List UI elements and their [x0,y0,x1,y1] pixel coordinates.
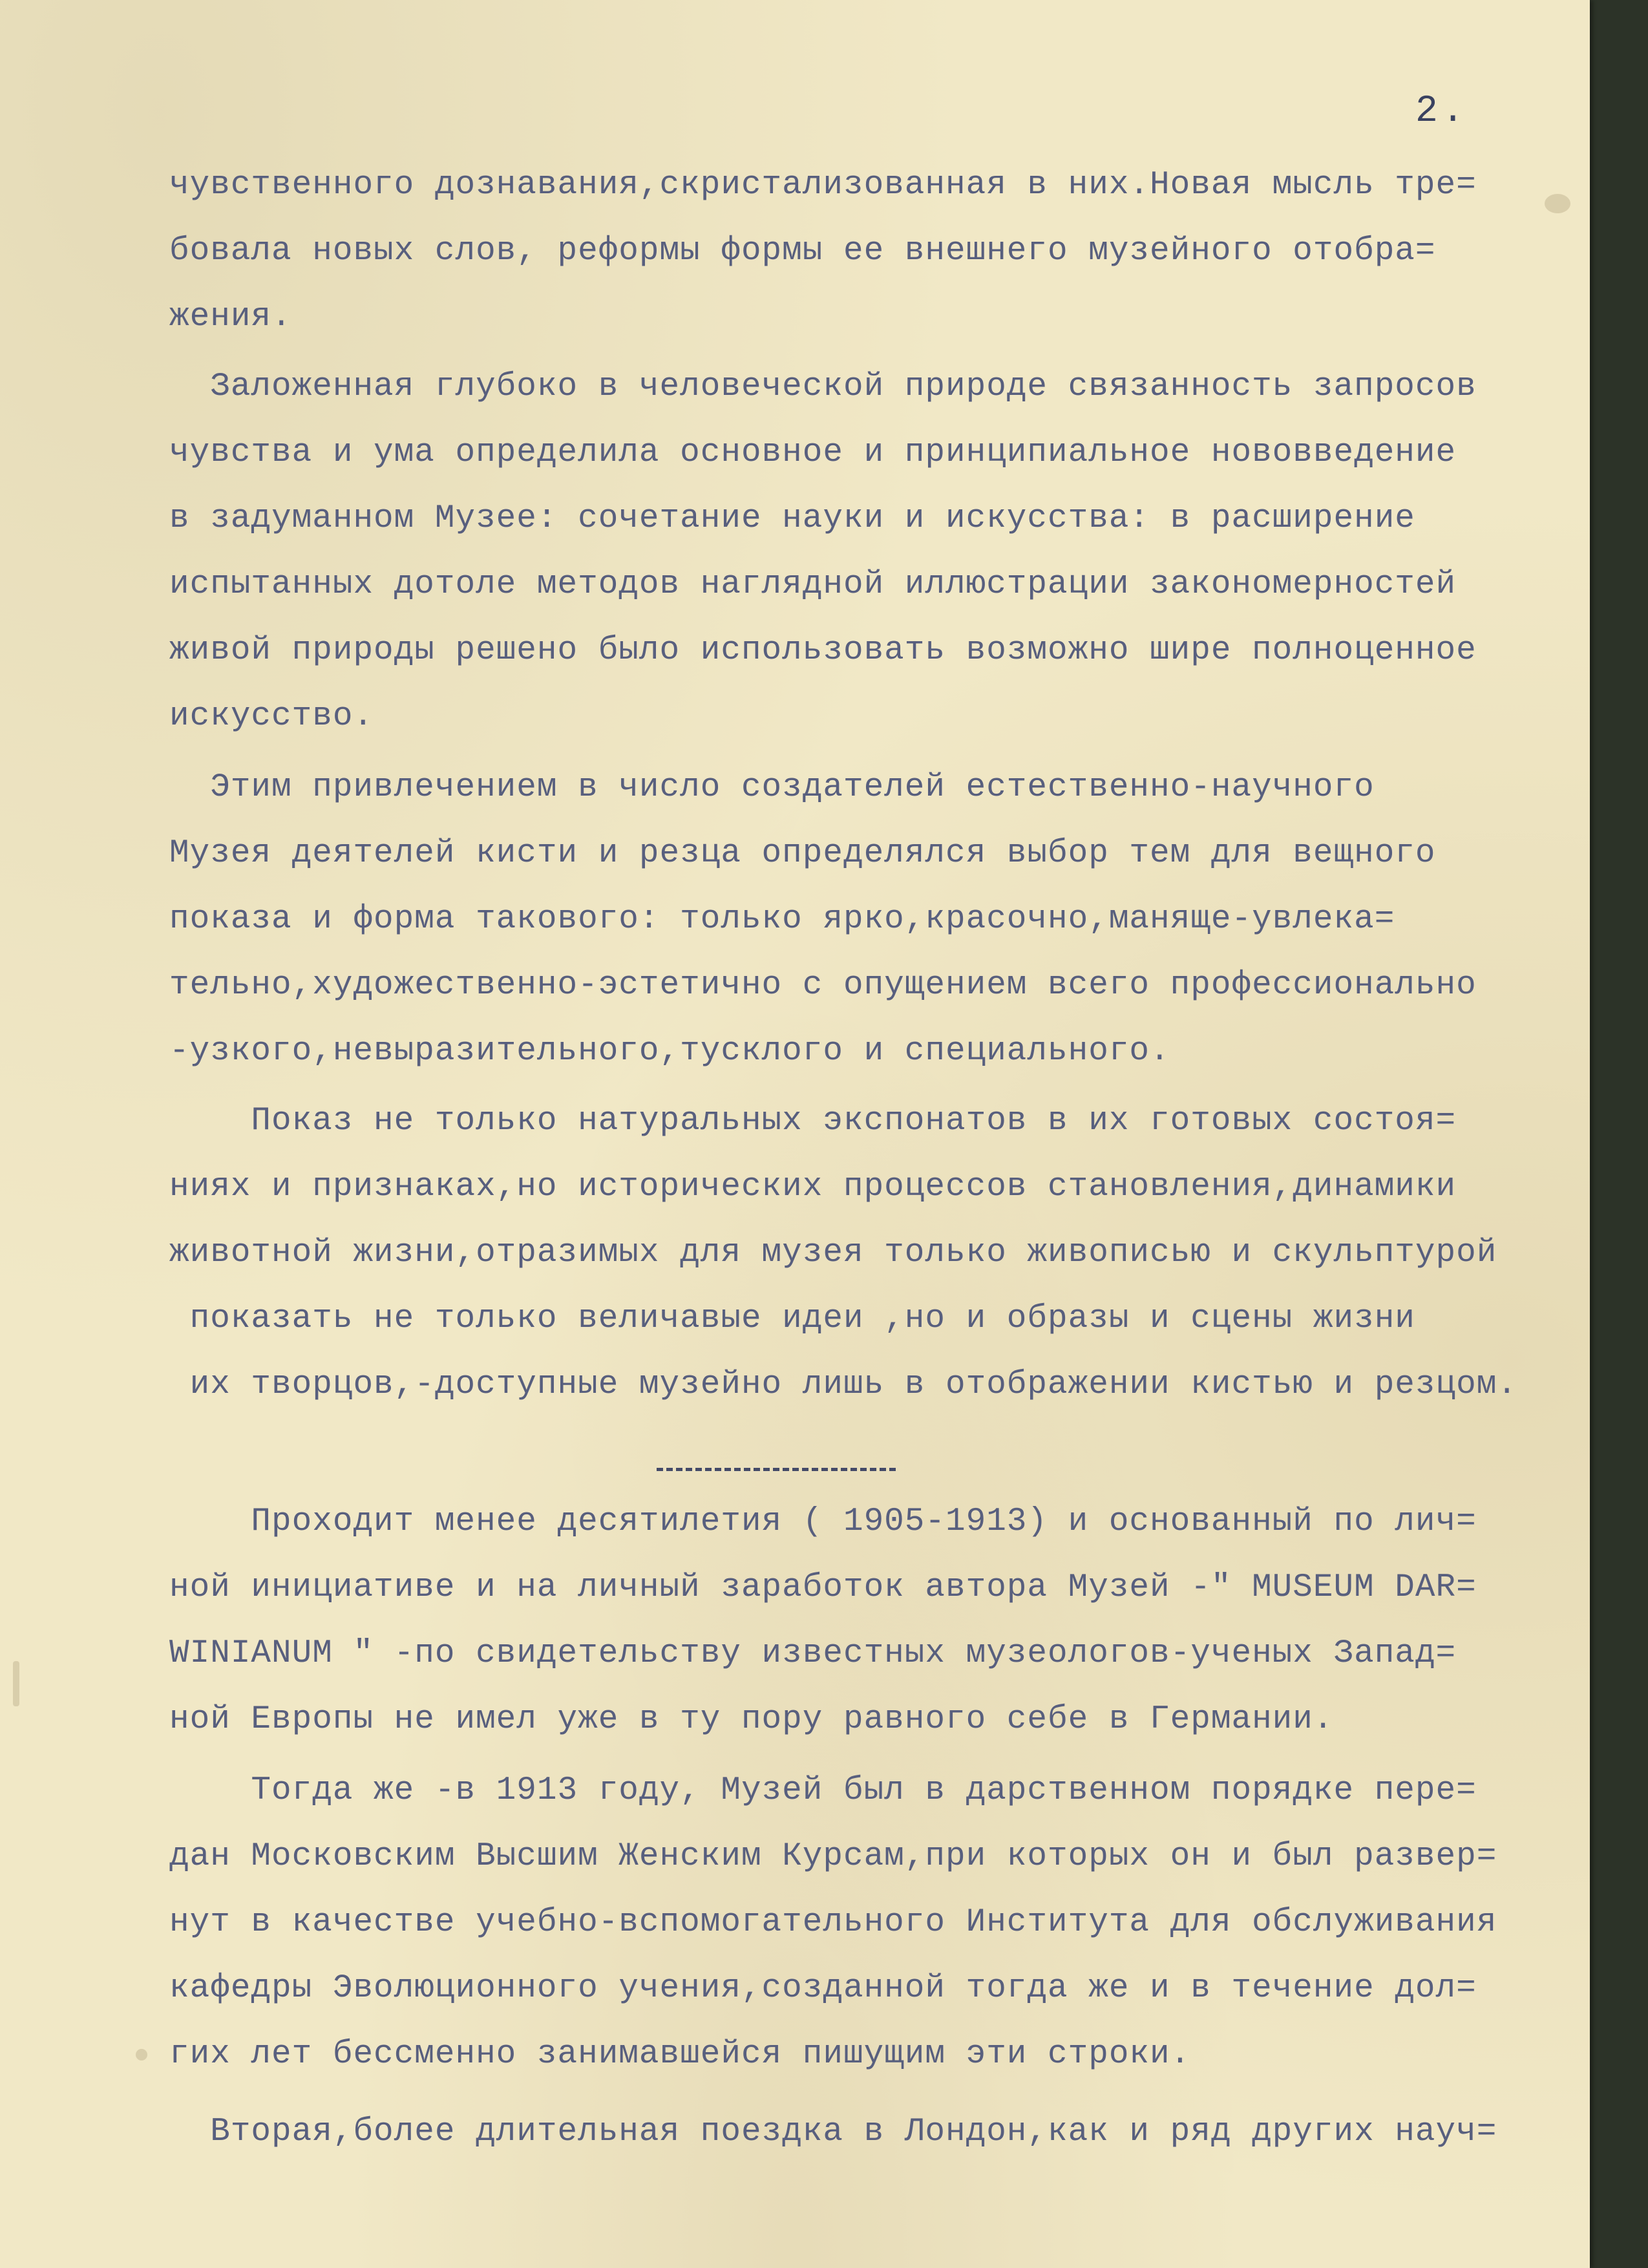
text-fragment: бовала новых слов, реформы формы ее внешнего музейного отобра= [169,233,1436,270]
text-line: ной инициативе и на личный заработок автора Музей -" MUSEUM DAR= [169,1569,1477,1606]
section-divider [657,1468,896,1471]
text-line: тельно,художественно-эстетично с опущением всего профессионально [169,967,1477,1004]
text-line: кафедры Эволюционного учения,созданной тогда же и в течение дол= [169,1970,1477,2007]
text-line: чувственного дознавания,скристализованная в них.Новая мысль тре= [169,167,1477,204]
text-line: ниях и признаках,но исторических процессов становления,динамики [169,1169,1457,1205]
text-line: Показ не только натуральных экспонатов в их готовых состоя= [169,1103,1457,1139]
text-line: жения. [169,299,292,335]
paper-stain [13,1661,19,1706]
text-line: искусство. [169,698,374,735]
text-line: -узкого,невыразительного,тусклого и специального. [169,1033,1170,1070]
text-line: Вторая,более длительная поездка в Лондон,как и ряд других науч= [169,2114,1497,2150]
text-line: в задуманном Музее: сочетание науки и искусства: в расширение [169,500,1415,537]
text-line: показать не только величавые идеи ,но и образы и сцены жизни [169,1300,1415,1337]
text-line: испытанных дотоле методов наглядной иллюстрации закономерностей [169,566,1457,603]
text-line: нут в качестве учебно-вспомогательного Института для обслуживания [169,1904,1497,1941]
text-line: Заложенная глубоко в человеческой природе связанность запросов [169,368,1477,405]
text-line: их творцов,-доступные музейно лишь в отображении кистью и резцом. [169,1366,1517,1403]
text-line: Проходит менее десятилетия ( 1905-1913) и основанный по лич= [169,1503,1477,1540]
text-line: Музея деятелей кисти и резца определялся выбор тем для вещного [169,835,1436,872]
text-line: чувства и ума определила основное и принципиальное нововведение [169,434,1457,471]
text-line: гих лет бессменно занимавшейся пишущим эти строки. [169,2036,1191,2073]
text-line [169,233,1436,270]
page-number: 2. [1415,90,1468,132]
text-line: животной жизни,отразимых для музея только живописью и скульптурой [169,1235,1497,1271]
text-line: показа и форма такового: только ярко,красочно,маняще-увлека= [169,901,1395,938]
text-line: Этим привлечением в число создателей естественно-научного [169,769,1375,806]
text-line: живой природы решено было использовать возможно шире полноценное [169,632,1477,669]
paper-stain [136,2049,147,2061]
text-line: WINIANUM " -по свидетельству известных музеологов-ученых Запад= [169,1635,1457,1672]
text-line: Тогда же -в 1913 году, Музей был в дарственном порядке пере= [169,1772,1477,1809]
paper-stain [1545,194,1570,213]
text-line: ной Европы не имел уже в ту пору равного себе в Германии. [169,1701,1334,1738]
text-line: дан Московским Высшим Женским Курсам,при которых он и был развер= [169,1838,1497,1875]
